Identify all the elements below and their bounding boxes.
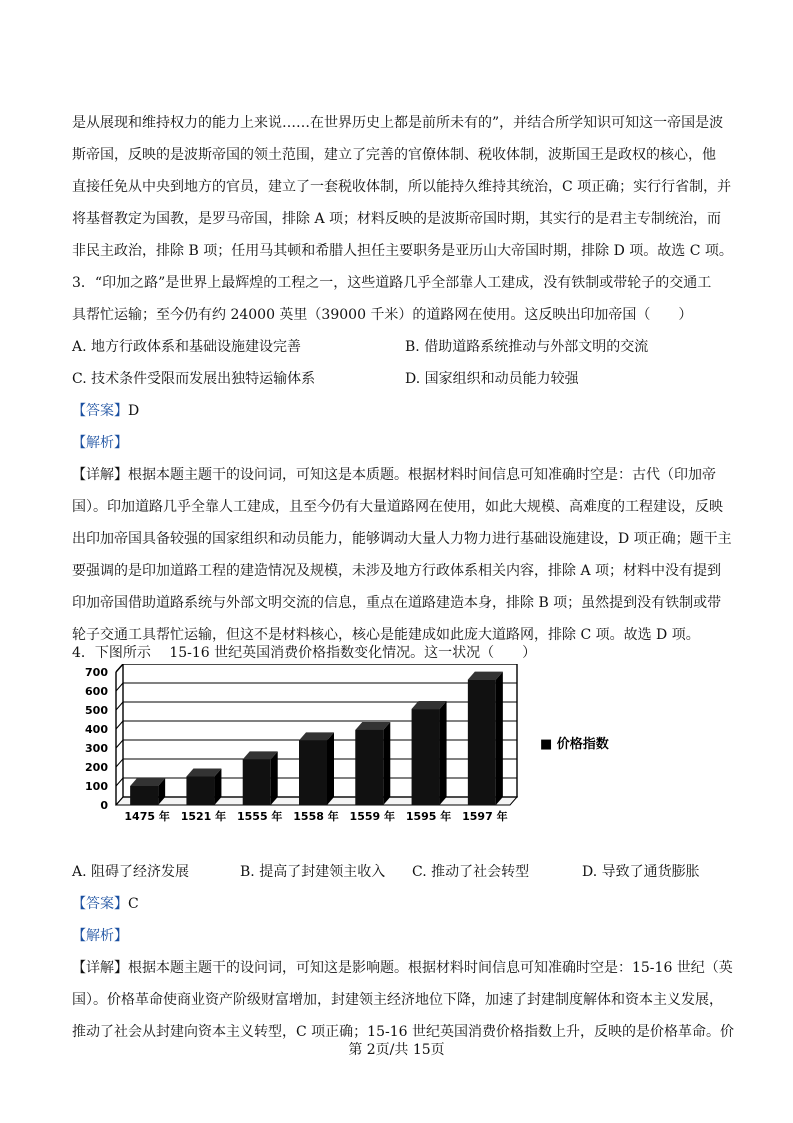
q2-explanation-line: 斯帝国，反映的是波斯帝国的领土范围，建立了完善的官僚体制、税收体制，波斯国王是政权的核心，他 (72, 147, 716, 163)
chart-gridline-side (116, 683, 123, 691)
bar (130, 786, 158, 805)
q4-detail-line: 国）。价格革命使商业资产阶级财富增加，封建领主经济地位下降，加速了封建制度解体和资本主义发展， (72, 992, 723, 1008)
q4-answer (72, 894, 139, 914)
q3-option-a: A. 地方行政体系和基础设施建设完善 (72, 339, 302, 355)
y-tick-label: 600 (85, 685, 108, 698)
q3-analysis-tag (72, 433, 128, 453)
x-tick-label: 1475 年 (124, 810, 170, 823)
legend-entry: ■ 价格指数 (540, 737, 609, 752)
q4-stem: 4．下图所示 15-16 世纪英国消费价格指数变化情况。这一状况（ ） (72, 645, 537, 661)
q2-explanation-line: 是从展现和维持权力的能力上来说……在世界历史上都是前所未有的”，并结合所学知识可知这一帝国是波 (72, 115, 724, 131)
chart-gridline-side (116, 759, 123, 767)
q3-detail-line: 轮子交通工具帮忙运输，但这不是材料核心，核心是能建成如此庞大道路网，排除 C 项。故选 D 项。 (72, 627, 700, 643)
q3-detail-line: 要强调的是印加道路工程的建造情况及规模，未涉及地方行政体系相关内容，排除 A 项；材料中没有提到 (72, 563, 722, 579)
q2-explanation-line: 直接任免从中央到地方的官员，建立了一套税收体制，所以能持久维持其统治，C 项正确；实行行省制，并 (72, 179, 732, 195)
bar (412, 709, 440, 805)
q4-option-d: D. 导致了通货膨胀 (582, 864, 700, 880)
answer-tag: 【答案】 (72, 403, 128, 419)
bar (355, 730, 383, 805)
y-tick-label: 300 (85, 742, 108, 755)
detail-tag: 【详解】 (72, 960, 128, 976)
bar (299, 740, 327, 805)
q3-stem-line: 具帮忙运输；至今仍有约 24000 英里（39000 千米）的道路网在使用。这反映出印加帝国（ ） (72, 307, 693, 323)
q3-stem-line: 3．“印加之路”是世界上最辉煌的工程之一，这些道路几乎全部靠人工建成，没有铁制或带轮子的交通工 (72, 275, 712, 291)
y-tick-label: 100 (85, 780, 108, 793)
bar-side (496, 672, 503, 805)
bar (468, 680, 496, 805)
q3-option-d: D. 国家组织和动员能力较强 (405, 371, 579, 387)
analysis-tag: 【解析】 (72, 928, 128, 944)
q4-analysis-tag (72, 926, 128, 946)
detail-text: 根据本题主题干的设问词，可知这是影响题。根据材料时间信息可知准确时空是：15-16 世纪（英 (128, 960, 733, 976)
bar-side (327, 732, 334, 805)
y-tick-label: 400 (85, 723, 108, 736)
q3-detail-line: 国）。印加道路几乎全靠人工建成，且至今仍有大量道路网在使用，如此大规模、高难度的工程建设，反映 (72, 499, 723, 515)
q3-option-b: B. 借助道路系统推动与外部文明的交流 (405, 339, 649, 355)
chart-gridline-side (116, 740, 123, 748)
detail-tag: 【详解】 (72, 467, 128, 483)
bar (243, 759, 271, 805)
bar-side (271, 751, 278, 805)
q4-detail-line: 推动了社会从封建向资本主义转型，C 项正确；15-16 世纪英国消费价格指数上升，反映的是价格革命。价 (72, 1024, 734, 1040)
y-tick-label: 500 (85, 704, 108, 717)
page-footer: 第 2页/共 15页 (348, 1042, 445, 1058)
bar-side (383, 722, 390, 805)
q3-option-c: C. 技术条件受限而发展出独特运输体系 (72, 371, 316, 387)
answer-value: D (128, 403, 140, 419)
x-tick-label: 1595 年 (405, 810, 452, 823)
price-index-chart-svg (70, 664, 630, 834)
q2-explanation-line: 非民主政治，排除 B 项；任用马其顿和希腊人担任主要职务是亚历山大帝国时期，排除 D 项。故选 C 项。 (72, 243, 733, 259)
x-tick-label: 1597 年 (462, 810, 508, 823)
price-index-chart (70, 664, 630, 834)
chart-gridline-side (116, 778, 123, 786)
bar-side (440, 701, 447, 805)
q4-detail-line (72, 958, 733, 978)
y-tick-label: 0 (100, 799, 108, 812)
answer-tag: 【答案】 (72, 896, 128, 912)
x-tick-label: 1521 年 (180, 810, 227, 823)
chart-gridline-side (116, 702, 123, 710)
answer-value: C (128, 896, 139, 912)
q3-answer (72, 401, 139, 421)
x-tick-label: 1559 年 (349, 810, 396, 823)
q3-detail-line: 出印加帝国具备较强的国家组织和动员能力，能够调动大量人力物力进行基础设施建设，D 项正确；题干主 (72, 531, 732, 547)
x-tick-label: 1555 年 (236, 810, 283, 823)
q4-option-c: C. 推动了社会转型 (412, 864, 530, 880)
y-tick-label: 700 (85, 666, 108, 679)
x-tick-label: 1558 年 (293, 810, 339, 823)
detail-text: 根据本题主题干的设问词，可知这是本质题。根据材料时间信息可知准确时空是：古代（印加帝 (128, 467, 716, 483)
q3-detail-line (72, 465, 716, 485)
analysis-tag: 【解析】 (72, 435, 128, 451)
chart-gridline-side (116, 664, 123, 672)
bar (186, 777, 214, 806)
q4-option-a: A. 阻碍了经济发展 (72, 864, 190, 880)
chart-gridline-side (116, 721, 123, 729)
q3-detail-line: 印加帝国借助道路系统与外部文明交流的信息，重点在道路建造本身，排除 B 项；虽然提到没有铁制或带 (72, 595, 722, 611)
q2-explanation-line: 将基督教定为国教，是罗马帝国，排除 A 项；材料反映的是波斯帝国时期，其实行的是君主专制统治，而 (72, 211, 722, 227)
q4-option-b: B. 提高了封建领主收入 (240, 864, 386, 880)
y-tick-label: 200 (85, 761, 108, 774)
